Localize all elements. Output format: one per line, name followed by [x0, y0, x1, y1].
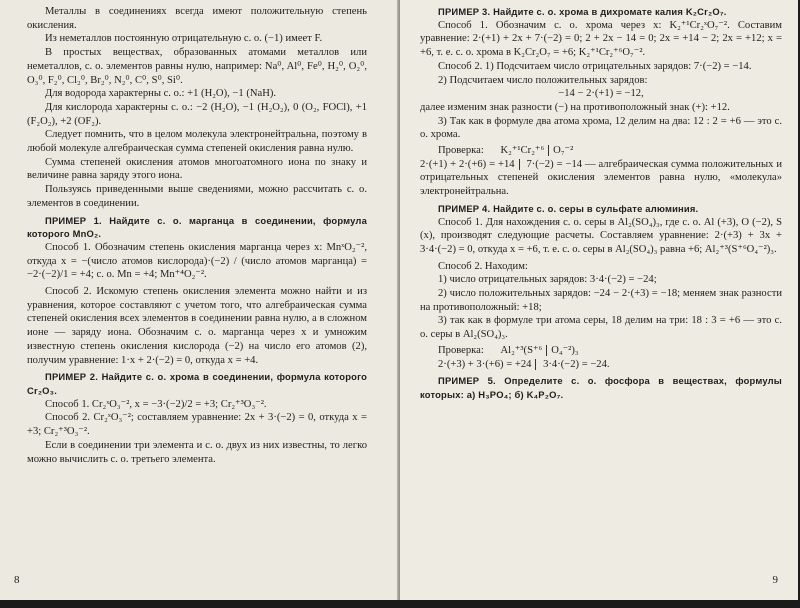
method-step: 3) Так как в формуле два атома хрома, 12 делим на два: 12 : 2 = +6 — это с. о. хрома.	[420, 115, 782, 141]
formula-line: −14 − 2·(+1) = −12,	[558, 88, 644, 100]
check-block	[438, 144, 782, 158]
check-sum-negative: 3·4·(−2) = −24.	[543, 358, 610, 370]
check-sum-positive: 2·(+1) + 2·(+6) = +14	[420, 159, 520, 170]
method-paragraph: Способ 2. Искомую степень окисления элемента можно найти и из уравнения, которое составляют с учетом того, что алгебраическая сумма степеней окисления всех элементов в соединении равна нулю, а в сложном ионе — заряду иона. Обозначим с. о. марганца через x и умножим известную степень окисления кислорода (−2) на число его атомов (2), получим уравнение: 1·x + 2·(−2) = 0, откуда x = +4.	[27, 286, 367, 366]
check-label: Проверка:	[438, 344, 484, 356]
check-formula-negative: O₄⁻²)₃	[551, 344, 579, 356]
check-result	[420, 358, 782, 372]
method-step: 1) число отрицательных зарядов: 3·4·(−2) = −24;	[438, 274, 657, 286]
example-heading: ПРИМЕР 1. Найдите с. о. марганца в соединении, формула которого MnO₂.	[27, 214, 367, 240]
check-sum-negative: 7·(−2) = −14	[526, 158, 583, 170]
paragraph: В простых веществах, образованных атомами металлов или неметаллов, с. о. элементов равны нулю, например: Na⁰, Al⁰, Fe⁰, H₂⁰, O₂⁰, O₃⁰, F₂⁰, Cl₂⁰, Br₂⁰, N₂⁰, C⁰, S⁰, Si⁰.	[27, 47, 367, 86]
method-paragraph: Способ 2. Cr₂ˣO₃⁻²; составляем уравнение: 2x + 3·(−2) = 0, откуда x = +3; Cr₂⁺³O₃⁻².	[27, 412, 367, 438]
paragraph: Следует помнить, что в целом молекула электронейтральна, поэтому в любой молекуле алгебраическая сумма степеней окисления равна нулю.	[27, 129, 367, 155]
page-number: 9	[772, 574, 778, 586]
method-paragraph: Способ 1. Обозначим с. о. хрома через x: K₂⁺¹Cr₂ˣO₇⁻². Составим уравнение: 2·(+1) + 2x + 7·(−2) = 0; 2 + 2x − 14 = 0; 2x = +14 − 2; 2x = +12; x = +6, т. е. с. о. хрома в K₂Cr₂O₇ = +6; K₂⁺¹Cr₂⁺⁶O₇⁻².	[420, 19, 782, 59]
method-step: 2) Подсчитаем число положительных зарядов:	[438, 74, 648, 86]
right-page	[400, 0, 798, 600]
left-page	[0, 0, 401, 600]
check-block	[438, 344, 782, 358]
page-number: 8	[14, 574, 20, 586]
paragraph: Из неметаллов постоянную отрицательную с. о. (−1) имеет F.	[45, 33, 323, 45]
paragraph: Металлы в соединениях всегда имеют положительную степень окисления.	[27, 6, 367, 31]
example-heading: ПРИМЕР 5. Определите с. о. фосфора в веществах, формулы которых: а) H₃PO₄; б) K₄P₂O₇.	[420, 375, 782, 400]
paragraph: Сумма степеней окисления атомов многоатомного иона по знаку и величине равна заряду этого иона.	[27, 156, 367, 182]
paragraph: далее изменим знак разности (−) на противоположный знак (+): +12.	[420, 101, 730, 113]
right-page-text	[420, 5, 782, 402]
paragraph: Пользуясь приведенными выше сведениями, можно рассчитать с. о. элементов в соединении.	[27, 184, 367, 209]
check-conclusion: — алгебраическая сумма положительных и отрицательных степеней окисления элементов равна нулю, «молекула» электронейтральна.	[420, 158, 782, 198]
paragraph: Для кислорода характерны с. о.: −2 (H₂O), −1 (H₂O₂), 0 (O₂, FOCl), +1 (F₂O₂), +2 (OF₂).	[27, 101, 367, 127]
method-step: 3) так как в формуле три атома серы, 18 делим на три: 18 : 3 = +6 — это с. о. серы в Al₂(SO₄)₃.	[420, 315, 782, 341]
example-heading: ПРИМЕР 3. Найдите с. о. хрома в дихромате калия K₂Cr₂O₇.	[438, 6, 727, 17]
check-formula-negative: O₇⁻²	[553, 145, 574, 157]
method-step: 2) число положительных зарядов: −24 − 2·(+3) = −18; меняем знак разности на противоположный: +18;	[420, 288, 782, 313]
method-paragraph: Способ 1. Для нахождения с. о. серы в Al₂(SO₄)₃, где с. о. Al (+3), O (−2), S (x), производят следующие расчеты. Составляем уравнение: 2·(+3) + 3x + 3·4·(−2) = 0, откуда x = +6, т. е. с. о. серы в Al₂(SO₄)₃ равна +6; Al₂⁺³(S⁺⁶O₄⁻²)₃.	[420, 216, 782, 255]
check-result	[420, 158, 782, 199]
check-formula-positive: Al₂⁺³(S⁺⁶	[500, 345, 547, 356]
check-label: Проверка:	[438, 145, 484, 157]
example-heading: ПРИМЕР 4. Найдите с. о. серы в сульфате алюминия.	[438, 202, 699, 214]
left-page-text	[27, 5, 367, 466]
method-paragraph: Способ 2. Находим:	[438, 260, 528, 272]
check-sum-positive: 2·(+3) + 3·(+6) = +24	[438, 359, 536, 370]
example-heading: ПРИМЕР 2. Найдите с. о. хрома в соединении, формула которого Cr₂O₃.	[27, 371, 367, 396]
check-formula-positive: K₂⁺¹Cr₂⁺⁶	[500, 145, 549, 156]
paragraph: Если в соединении три элемента и с. о. двух из них известны, то легко можно вычислить с. о. третьего элемента.	[27, 439, 367, 465]
method-paragraph: Способ 1. Обозначим степень окисления марганца через x: MnˣO₂⁻², откуда x = −(число атомов кислорода)·(−2) / (число атомов марганца) = −2·(−2)/1 = +4; с. о. Mn = +4; Mn⁺⁴O₂⁻².	[27, 241, 367, 281]
method-paragraph: Способ 1. Cr₂ˣO₃⁻², x = −3·(−2)/2 = +3; Cr₂⁺³O₃⁻².	[45, 398, 267, 410]
method-paragraph: Способ 2. 1) Подсчитаем число отрицательных зарядов: 7·(−2) = −14.	[438, 60, 752, 72]
paragraph: Для водорода характерны с. о.: +1 (H₂O), −1 (NaH).	[45, 88, 277, 100]
